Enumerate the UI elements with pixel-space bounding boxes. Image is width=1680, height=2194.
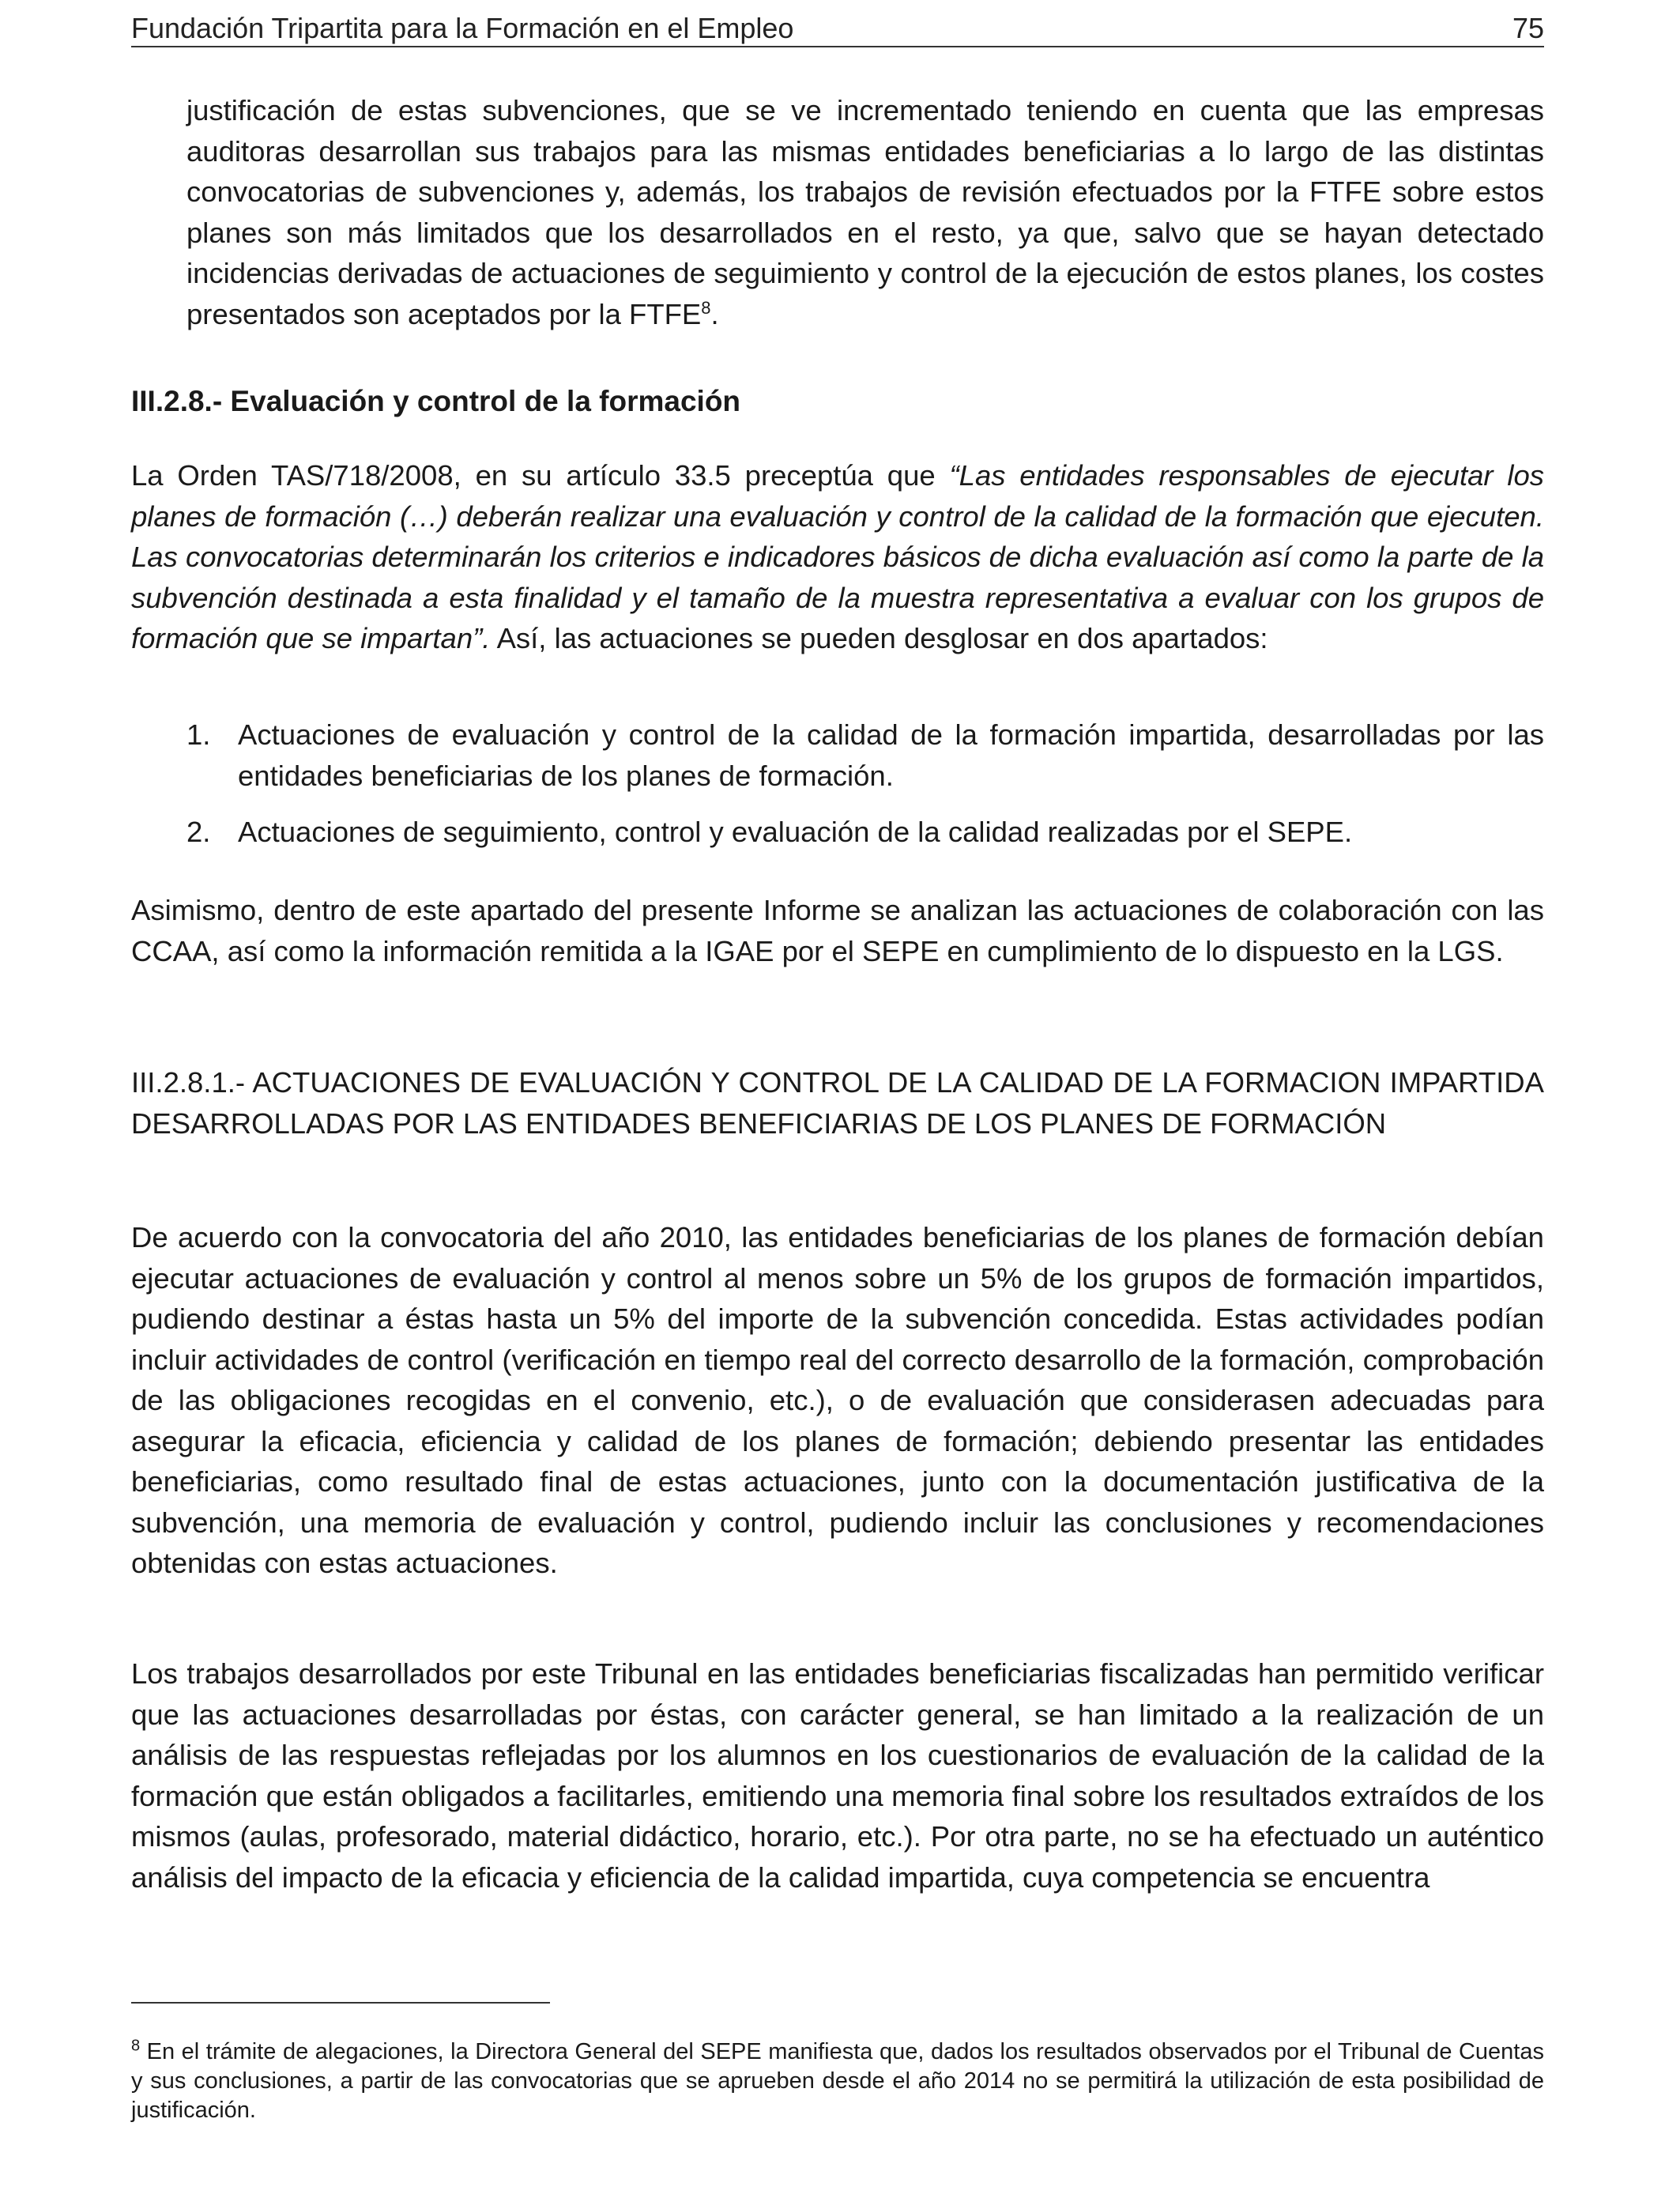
paragraph-orden (131, 455, 1544, 659)
footnote-marker: 8 (131, 2037, 141, 2055)
asimismo-text: Asimismo, dentro de este apartado del presente Informe se analizan las actuaciones de colaboración con las CCAA, así como la información remitida a la IGAE por el SEPE en cumplimiento de lo dispuesto en la LGS. (131, 894, 1544, 967)
intro-text: justificación de estas subvenciones, que se ve incrementado teniendo en cuenta que las empresas auditoras desarrollan sus trabajos para las mismas entidades beneficiarias a lo largo de las distintas convocatorias de subvenciones y, además, los trabajos de revisión efectuados por la FTFE sobre estos planes son más limitados que los desarrollados en el resto, ya que, salvo que se hayan detectado incidencias derivadas de actuaciones de seguimiento y control de la ejecución de estos planes, los costes presentados son aceptados por la FTFE (186, 94, 1544, 330)
footnote-ref-8[interactable]: 8 (701, 297, 711, 318)
footnote (131, 2038, 1544, 2125)
footnote-text: En el trámite de alegaciones, la Directora General del SEPE manifiesta que, dados los resultados observados por el Tribunal de Cuentas y sus conclusiones, a partir de las convocatorias que se aprueben desde el año 2014 no se permitirá la utilización de esta posibilidad de justificación. (131, 2039, 1544, 2123)
header-title: Fundación Tripartita para la Formación en el Empleo (131, 12, 794, 44)
orden-quote: “Las entidades responsables de ejecutar los planes de formación (…) deberán realizar una evaluación y control de la calidad de la formación que ejecuten. Las convocatorias determinarán los criterios e indicadores básicos de dicha evaluación así como la parte de la subvención destinada a esta finalidad y el tamaño de la muestra representativa a evaluar con los grupos de formación que se impartan”. (131, 459, 1544, 654)
orden-lead: La Orden TAS/718/2008, en su artículo 33.5 preceptúa que (131, 459, 950, 492)
acuerdo-text: De acuerdo con la convocatoria del año 2010, las entidades beneficiarias de los planes de formación debían ejecutar actuaciones de evaluación y control al menos sobre un 5% de los grupos de formación impartidos, pudiendo destinar a éstas hasta un 5% del importe de la subvención concedida. Estas actividades podían incluir actividades de control (verificación en tiempo real del correcto desarrollo de la formación, comprobación de las obligaciones recogidas en el convenio, etc.), o de evaluación que considerasen adecuadas para asegurar la eficacia, eficiencia y calidad de los planes de formación; debiendo presentar las entidades beneficiarias, como resultado final de estas actuaciones, junto con la documentación justificativa de la subvención, una memoria de evaluación y control, pudiendo incluir las conclusiones y recomendaciones obtenidas con estas actuaciones. (131, 1221, 1544, 1579)
list-item-number: 1. (186, 718, 211, 751)
orden-tail: Así, las actuaciones se pueden desglosar en dos apartados: (490, 622, 1268, 654)
section-heading: III.2.8.- Evaluación y control de la formación (131, 385, 741, 417)
actions-list (131, 714, 1544, 853)
page-number: 75 (1512, 12, 1544, 44)
paragraph-trabajos (131, 1653, 1544, 1898)
intro-end: . (710, 297, 719, 330)
footnote-divider (131, 2002, 550, 2004)
subsection-heading: III.2.8.1.- ACTUACIONES DE EVALUACIÓN Y CONTROL DE LA CALIDAD DE LA FORMACION IMPARTIDA DESARROLLADAS POR LAS ENTIDADES BENEFICIARIAS DE LOS PLANES DE FORMACIÓN (131, 1066, 1544, 1140)
list-item-text: Actuaciones de evaluación y control de la calidad de la formación impartida, desarrolladas por las entidades beneficiarias de los planes de formación. (238, 718, 1544, 792)
trabajos-text: Los trabajos desarrollados por este Tribunal en las entidades beneficiarias fiscalizadas han permitido verificar que las actuaciones desarrolladas por éstas, con carácter general, se han limitado a la realización de un análisis de las respuestas reflejadas por los alumnos en los cuestionarios de evaluación de la calidad de la formación que están obligados a facilitarles, emitiendo una memoria final sobre los resultados extraídos de los mismos (aulas, profesorado, material didáctico, horario, etc.). Por otra parte, no se ha efectuado un auténtico análisis del impacto de la eficacia y eficiencia de la calidad impartida, cuya competencia se encuentra (131, 1657, 1544, 1894)
paragraph-asimismo (131, 890, 1544, 971)
intro-paragraph (186, 90, 1544, 334)
list-item (131, 812, 1544, 853)
list-item (131, 714, 1544, 796)
list-item-number: 2. (186, 816, 211, 848)
list-item-text: Actuaciones de seguimiento, control y evaluación de la calidad realizadas por el SEPE. (238, 816, 1353, 848)
page-header (131, 11, 1544, 47)
paragraph-acuerdo (131, 1217, 1544, 1584)
